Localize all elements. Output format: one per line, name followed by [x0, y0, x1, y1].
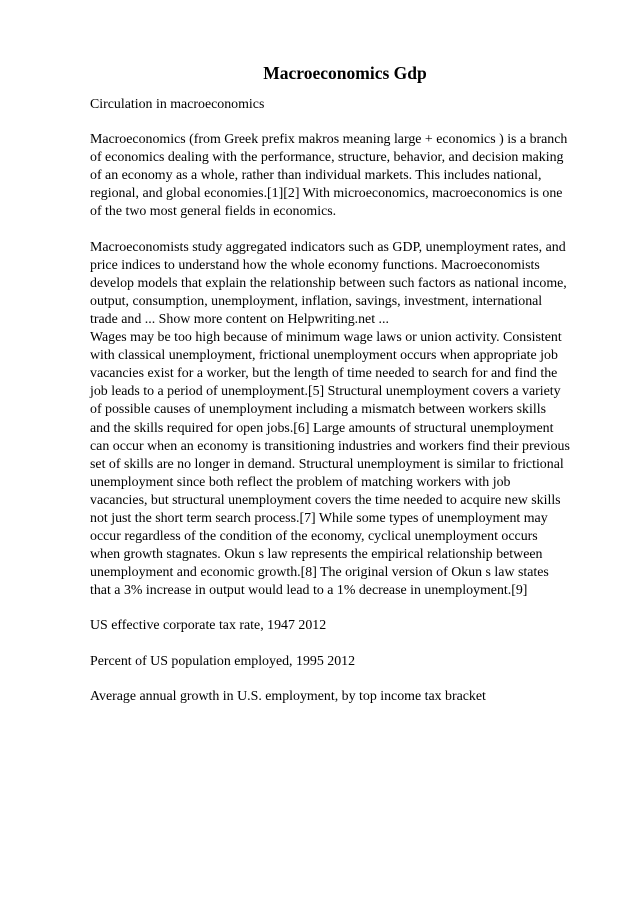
paragraph-macroeconomists [90, 239, 600, 329]
paragraph-line: of economics dealing with the performance, structure, behavior, and decision making [90, 150, 564, 166]
caption-corporate-tax-rate: US effective corporate tax rate, 1947 2012 [90, 618, 327, 634]
paragraph-line: that a 3% increase in output would lead to a 1% decrease in unemployment.[9] [90, 583, 528, 599]
paragraph-line: develop models that explain the relationship between such factors as national income, [90, 275, 567, 291]
caption-population-employed: Percent of US population employed, 1995 2012 [90, 653, 356, 669]
paragraph-line: when growth stagnates. Okun s law represents the empirical relationship between [90, 547, 543, 563]
paragraph-macroeconomics-definition [90, 131, 600, 221]
paragraph-line: can occur when an economy is transitioning industries and workers find their previous [90, 438, 570, 454]
paragraph-line: vacancies exist for a worker, but the length of time needed to search for and find the [90, 366, 558, 382]
paragraph-line: Macroeconomists study aggregated indicators such as GDP, unemployment rates, and [90, 239, 566, 255]
paragraph-line: not just the short term search process.[7] While some types of unemployment may [90, 510, 548, 526]
subtitle: Circulation in macroeconomics [90, 97, 265, 112]
paragraph-line: output, consumption, unemployment, inflation, savings, investment, international [90, 293, 543, 309]
document-page [90, 62, 600, 723]
paragraph-line: set of skills are no longer in demand. Structural unemployment is similar to frictional [90, 456, 564, 472]
document-title: Macroeconomics Gdp [263, 63, 427, 83]
paragraph-line: vacancies, but structural unemployment covers the time needed to acquire new skills [90, 492, 561, 508]
paragraph-line: regional, and global economies.[1][2] With microeconomics, macroeconomics is one [90, 186, 563, 202]
paragraph-line: of possible causes of unemployment including a mismatch between workers skills [90, 402, 546, 418]
paragraph-line: unemployment and economic growth.[8] The original version of Okun s law states [90, 565, 549, 581]
paragraph-line: job leads to a period of unemployment.[5] Structural unemployment covers a variety [90, 384, 561, 400]
paragraph-line: trade and ... Show more content on Helpwriting.net ... [90, 311, 389, 327]
paragraph-line: Macroeconomics (from Greek prefix makros meaning large + economics ) is a branch [90, 132, 568, 148]
caption-employment-growth: Average annual growth in U.S. employment, by top income tax bracket [90, 688, 486, 704]
paragraph-line: unemployment since both reflect the problem of matching workers with job [90, 474, 511, 490]
paragraph-line: occur regardless of the condition of the economy, cyclical unemployment occurs [90, 529, 538, 545]
paragraph-unemployment [90, 329, 600, 600]
paragraph-line: of an economy as a whole, rather than individual markets. This includes national, [90, 168, 542, 184]
paragraph-line: of the two most general fields in economics. [90, 204, 337, 220]
paragraph-line: and the skills required for open jobs.[6] Large amounts of structural unemployment [90, 420, 554, 436]
paragraph-line: price indices to understand how the whole economy functions. Macroeconomists [90, 257, 540, 273]
paragraph-line: Wages may be too high because of minimum wage laws or union activity. Consistent [90, 330, 562, 346]
paragraph-line: with classical unemployment, frictional unemployment occurs when appropriate job [90, 348, 558, 364]
